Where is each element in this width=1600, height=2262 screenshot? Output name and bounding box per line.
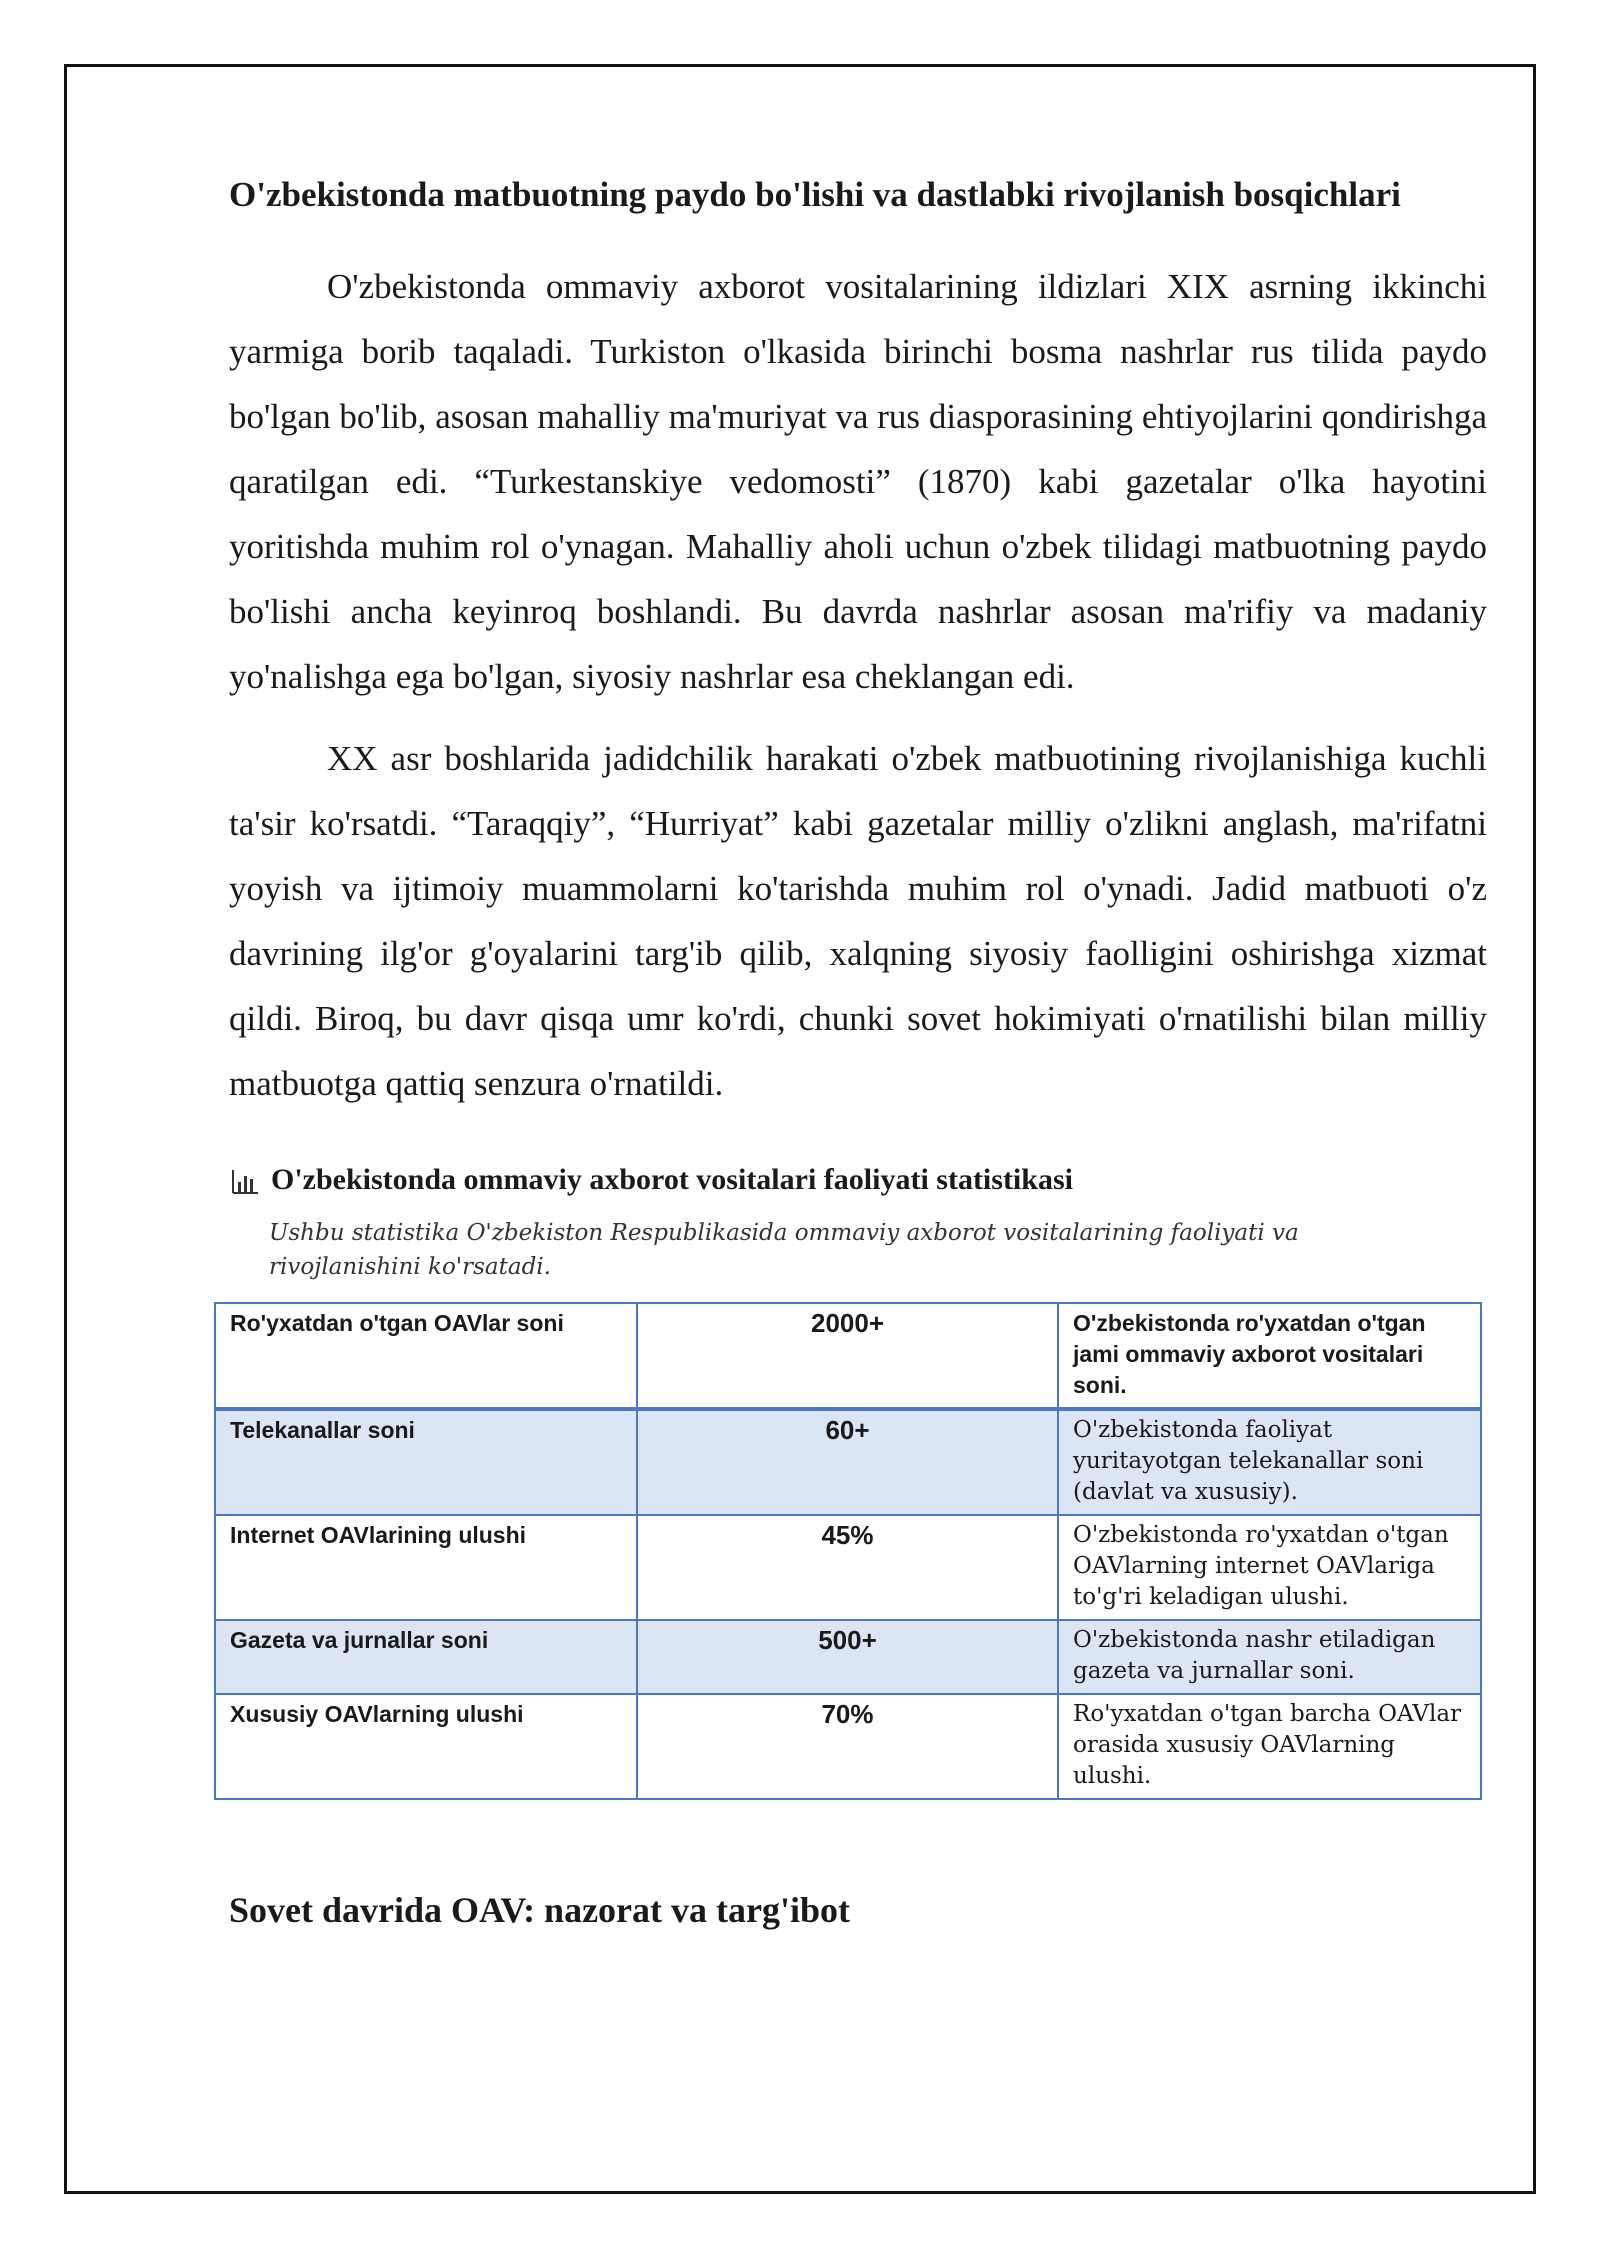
paragraph-2: XX asr boshlarida jadidchilik harakati o'zbek matbuotining rivojlanishiga kuchli ta'sir ko'rsatdi. “Taraqqiy”, “Hurriyat” kabi gazetalar milliy o'zlikni anglash, ma'rifatni yoyish va ijtimoiy muammolarni ko'tarishda muhim rol o'ynadi. Jadid matbuoti o'z davrining ilg'or g'oyalarini targ'ib qilib, xalqning siyosiy faolligini oshirishga xizmat qildi. Biroq, bu davr qisqa umr ko'rdi, chunki sovet hokimiyati o'rnatilishi bilan milliy matbuotga qattiq senzura o'rnatildi. — [229, 739, 1487, 1103]
table-cell-description: O'zbekistonda nashr etiladigan gazeta va jurnallar soni. — [1058, 1620, 1481, 1694]
table-cell-value: 2000+ — [637, 1303, 1058, 1409]
table-row — [215, 1409, 1481, 1515]
table-cell-label: Gazeta va jurnallar soni — [215, 1620, 637, 1694]
table-cell-description: O'zbekistonda ro'yxatdan o'tgan jami ommaviy axborot vositalari soni. — [1058, 1303, 1481, 1409]
statistics-heading-text: O'zbekistonda ommaviy axborot vositalari faoliyati statistikasi — [271, 1163, 1073, 1196]
statistics-heading — [229, 1160, 1487, 1200]
table-cell-label: Internet OAVlarining ulushi — [215, 1515, 637, 1620]
table-cell-value: 70% — [637, 1694, 1058, 1799]
table-cell-description: O'zbekistonda ro'yxatdan o'tgan OAVlarning internet OAVlariga to'g'ri keladigan ulushi. — [1058, 1515, 1481, 1620]
table-row — [215, 1515, 1481, 1620]
table-cell-label: Ro'yxatdan o'tgan OAVlar soni — [215, 1303, 637, 1409]
statistics-table — [214, 1302, 1482, 1800]
table-cell-value: 500+ — [637, 1620, 1058, 1694]
section-heading: Sovet davrida OAV: nazorat va targ'ibot — [229, 1890, 850, 1930]
table-cell-value: 45% — [637, 1515, 1058, 1620]
bar-chart-icon — [231, 1166, 259, 1194]
table-cell-description: O'zbekistonda faoliyat yuritayotgan telekanallar soni (davlat va xususiy). — [1058, 1409, 1481, 1515]
document-content — [229, 170, 1487, 1964]
table-row — [215, 1694, 1481, 1799]
table-cell-label: Telekanallar soni — [215, 1409, 637, 1515]
table-row — [215, 1303, 1481, 1409]
table-cell-value: 60+ — [637, 1409, 1058, 1515]
table-cell-label: Xususiy OAVlarning ulushi — [215, 1694, 637, 1799]
paragraph-1: O'zbekistonda ommaviy axborot vositalarining ildizlari XIX asrning ikkinchi yarmiga borib taqaladi. Turkiston o'lkasida birinchi bosma nashrlar rus tilida paydo bo'lgan bo'lib, asosan mahalliy ma'muriyat va rus diasporasining ehtiyojlarini qondirishga qaratilgan edi. “Turkestanskiye vedomosti” (1870) kabi gazetalar o'lka hayotini yoritishda muhim rol o'ynagan. Mahalliy aholi uchun o'zbek tilidagi matbuotning paydo bo'lishi ancha keyinroq boshlandi. Bu davrda nashrlar asosan ma'rifiy va madaniy yo'nalishga ega bo'lgan, siyosiy nashrlar esa cheklangan edi. — [229, 267, 1487, 696]
table-cell-description: Ro'yxatdan o'tgan barcha OAVlar orasida xususiy OAVlarning ulushi. — [1058, 1694, 1481, 1799]
document-title: O'zbekistonda matbuotning paydo bo'lishi va dastlabki rivojlanish bosqichlari — [229, 175, 1401, 214]
statistics-section — [229, 1160, 1487, 1800]
table-row — [215, 1620, 1481, 1694]
statistics-caption: Ushbu statistika O'zbekiston Respublikasida ommaviy axborot vositalarining faoliyati va rivojlanishini ko'rsatadi. — [269, 1220, 1299, 1280]
